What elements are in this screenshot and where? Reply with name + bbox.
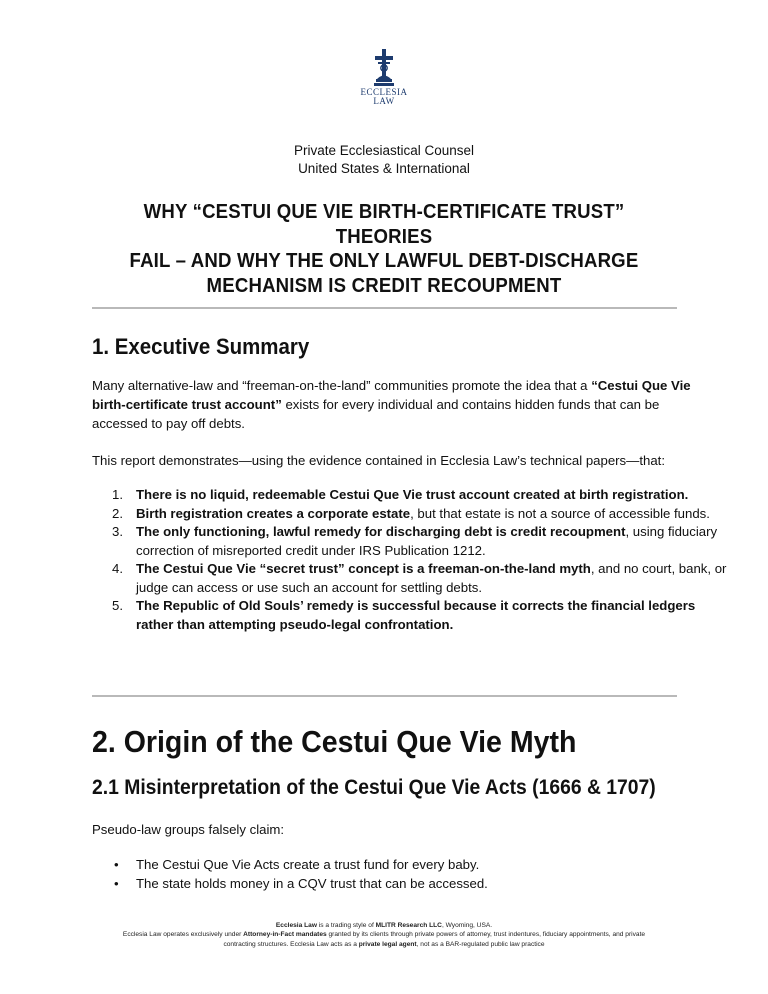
finding-bold: Birth registration creates a corporate estate [136, 505, 411, 521]
intro-text-end: exists for every individual and contains hidden funds that can be accessed to pay off debts. [92, 397, 660, 431]
finding-rest: , using fiduciary correction of misreported credit under IRS Publication 1212. [136, 524, 718, 558]
section-2-1-heading: 2.1 Misinterpretation of the Cestui Que Vie Acts (1666 & 1707) [92, 776, 656, 799]
footer-text: Ecclesia Law operates exclusively under [122, 931, 244, 939]
claims-list [92, 855, 736, 893]
list-item: • The Cestui Que Vie Acts create a trust fund for every baby. [136, 855, 736, 874]
intro-text-bold: “Cestui Que Vie birth-certificate trust account” [92, 378, 691, 412]
executive-summary-intro [92, 376, 692, 433]
title-line-3: MECHANISM IS CREDIT RECOUPMENT [206, 274, 562, 297]
footer-text: , Wyoming, USA. [441, 922, 493, 929]
footer-line-3 [60, 940, 708, 949]
footer-text: , not as a BAR-regulated public law practice [416, 940, 545, 948]
finding-bold: There is no liquid, redeemable Cestui Que Vie trust account created at birth registration. [136, 487, 689, 502]
logo-text-line2: LAW [373, 96, 395, 106]
list-item [136, 523, 736, 560]
section-1-heading: 1. Executive Summary [92, 334, 310, 359]
finding-bold: The Cestui Que Vie “secret trust” concept is a freeman-on-the-land myth [136, 561, 591, 576]
pseudo-law-intro: Pseudo-law groups falsely claim: [92, 822, 285, 837]
footer-text: contracting structures. Ecclesia Law acts as a [223, 940, 359, 948]
footer-bold: MLITR Research LLC [375, 922, 442, 929]
counsel-line-2: United States & International [298, 161, 470, 176]
list-item [136, 486, 736, 505]
divider-top [92, 307, 677, 309]
finding-bold: The Republic of Old Souls’ remedy is successful because it corrects the financial ledgers rather than attempting pseudo-legal confrontation. [136, 598, 696, 632]
footer-bold: Attorney-in-Fact mandates [243, 931, 327, 939]
title-line-1: WHY “CESTUI QUE VIE BIRTH-CERTIFICATE TRUST” THEORIES [143, 201, 625, 248]
finding-rest: , but that estate is not a source of accessible funds. [410, 505, 710, 521]
cross-pillar-icon [371, 48, 397, 88]
logo-text-line1: ECCLESIA [360, 87, 408, 97]
footer-line-1 [60, 921, 708, 930]
list-item: • The state holds money in a CQV trust that can be accessed. [136, 874, 736, 893]
footer-line-2 [60, 930, 708, 939]
footer-text: granted by its clients through private powers of attorney, trust indentures, fiduciary appointments, and private [326, 931, 646, 939]
footer-text: is a trading style of [316, 922, 376, 929]
divider-middle [92, 695, 677, 697]
list-item [136, 505, 736, 524]
counsel-line-1: Private Ecclesiastical Counsel [293, 143, 475, 158]
findings-list [92, 486, 736, 634]
finding-bold: The only functioning, lawful remedy for discharging debt is credit recoupment [136, 524, 626, 539]
page-footer [60, 921, 708, 949]
title-line-2: FAIL – AND WHY THE ONLY LAWFUL DEBT-DISCHARGE [129, 250, 639, 272]
report-statement: This report demonstrates—using the evidence contained in Ecclesia Law’s technical papers—that: [92, 453, 665, 468]
document-title [101, 200, 666, 298]
finding-rest: , and no court, bank, or judge can access or use such an account for settling debts. [136, 561, 727, 595]
list-item [136, 560, 736, 597]
logo [354, 48, 414, 110]
list-item [136, 597, 736, 634]
footer-bold: private legal agent [358, 940, 417, 948]
section-2-heading: 2. Origin of the Cestui Que Vie Myth [92, 724, 577, 759]
intro-text-start: Many alternative-law and “freeman-on-the-land” communities promote the idea that a [92, 378, 592, 393]
footer-bold: Ecclesia Law [275, 922, 317, 929]
